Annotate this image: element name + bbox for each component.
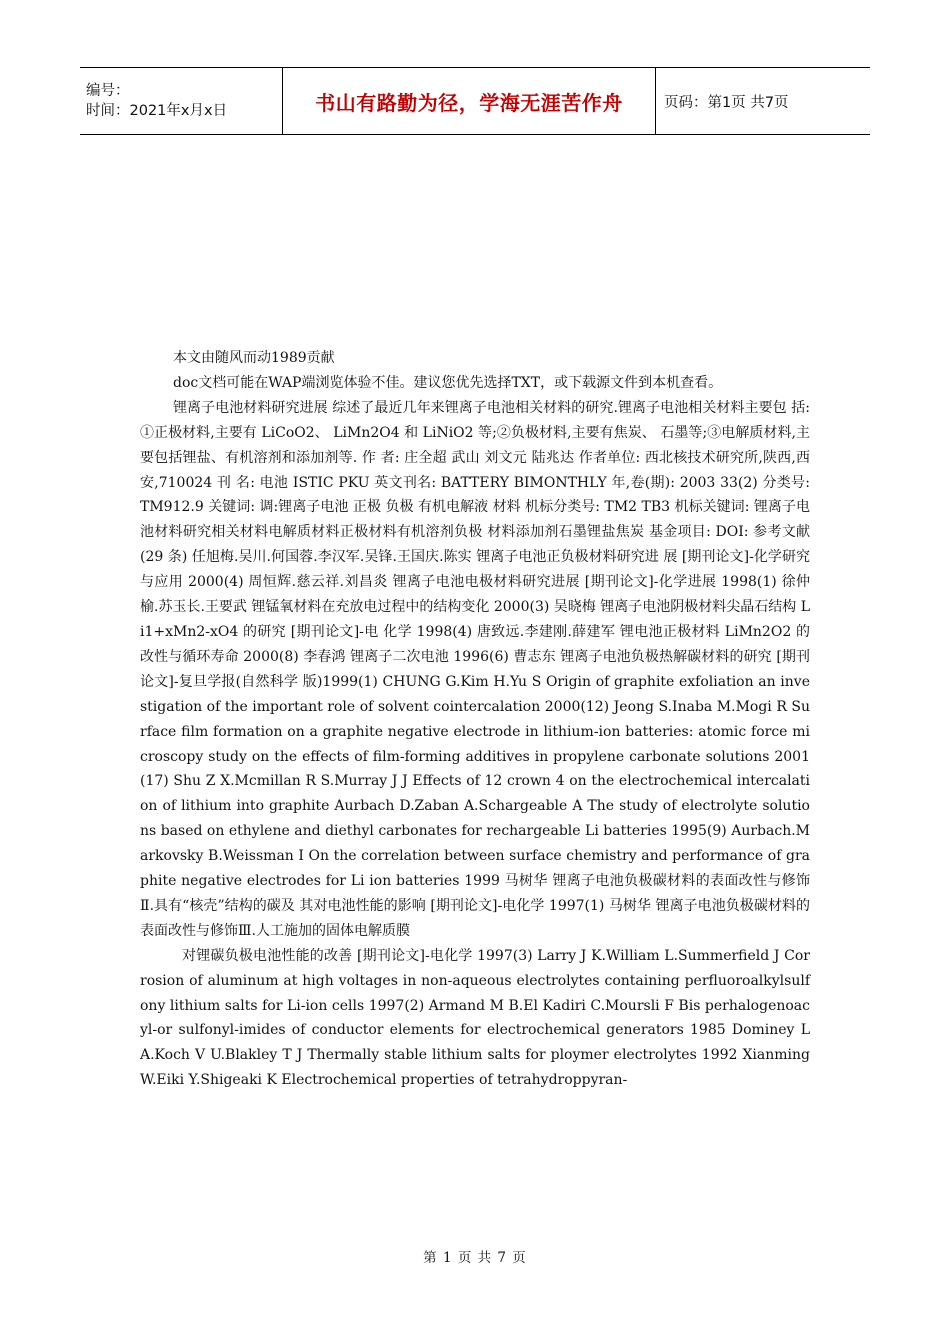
motto-text: 书山有路勤为径，学海无涯苦作舟 (315, 90, 623, 115)
header-motto (283, 68, 656, 134)
abstract-paragraph: 锂离子电池材料研究进展 综述了最近几年来锂离子电池相关材料的研究.锂离子电池相关材料主要包 括:①正极材料,主要有 LiCoO2、 LiMn2O4 和 LiNiO2 等;②负极材料,主要有焦炭、 石墨等;③电解质材料,主要包括锂盐、有机溶剂和添加剂等. 作 者: 庄全超 武山 刘文元 陆兆达 作者单位: 西北核技术研究所,陕西,西安,710024 刊 名: 电池 ISTIC PKU 英文刊名: BATTERY BIMONTHLY 年,卷(期): 2003 33(2) 分类号: TM912.9 关键词: 调:锂离子电池 正极 负极 有机电解液 材料 机标分类号: TM2 TB3 机标关键词: 锂离子电池材料研究相关材料电解质材料正极材料有机溶剂负极 材料添加剂石墨锂盐焦炭 基金项目: DOI: 参考文献(29 条) 任旭梅.吴川.何国蓉.李汉军.吴锋.王国庆.陈实 锂离子电池正负极材料研究进 展 [期刊论文]-化学研究与应用 2000(4) 周恒辉.慈云祥.刘昌炎 锂离子电池电极材料研究进展 [期刊论文]-化学进展 1998(1) 徐仲榆.苏玉长.王要武 锂锰氧材料在充放电过程中的结构变化 2000(3) 吴晓梅 锂离子电池阴极材料尖晶石结构 Li1+xMn2-xO4 的研究 [期刊论文]-电 化学 1998(4) 唐致远.李建刚.薛建军 锂电池正极材料 LiMn2O2 的改性与循环寿命 2000(8) 李春鸿 锂离子二次电池 1996(6) 曹志东 锂离子电池负极热解碳材料的研究 [期刊论文]-复旦学报(自然科学 版)1999(1) CHUNG G.Kim H.Yu S Origin of graphite exfoliation an investigation of the important role of solvent cointercalation 2000(12) Jeong S.Inaba M.Mogi R Surface film formation on a graphite negative electrode in lithium-ion batteries: atomic force microscopy study on the effects of film-forming additives in propylene carbonate solutions 2001(17) Shu Z X.Mcmillan R S.Murray J J Effects of 12 crown 4 on the electrochemical intercalation of lithium into graphite Aurbach D.Zaban A.Schargeable A The study of electrolyte solutions based on ethylene and diethyl carbonates for rechargeable Li batteries 1995(9) Aurbach.Markovsky B.Weissman I On the correlation between surface chemistry and performance of graphite negative electrodes for Li ion batteries 1999 马树华 锂离子电池负极碳材料的表面改性与修饰Ⅱ.具有“核壳”结构的碳及 其对电池性能的影响 [期刊论文]-电化学 1997(1) 马树华 锂离子电池负极碳材料的表面改性与修饰Ⅲ.人工施加的固体电解质膜 (140, 399, 810, 939)
header-page-info (656, 68, 870, 134)
references-paragraph: 对锂碳负极电池性能的改善 [期刊论文]-电化学 1997(3) Larry J K.William L.Summerfield J Corrosion of aluminum at high voltages in non-aqueous electrolytes containing perfluoroalkylsulfony lithium salts for Li-ion cells 1997(2) Armand M B.El Kadiri C.Moursli F Bis perhalogenoacyl-or sulfonyl-imides of conductor elements for electrochemical generators 1985 Dominey L A.Koch V U.Blakley T J Thermally stable lithium salts for ploymer electrolytes 1992 Xianming W.Eiki Y.Shigeaki K Electrochemical properties of tetrahydroppyran- (140, 947, 810, 1089)
contributor-line: 本文由随风而动1989贡献 (173, 350, 335, 366)
page-header (80, 67, 870, 135)
footer-page-number: 第 1 页 共 7 页 (423, 1250, 527, 1266)
header-meta (80, 68, 283, 134)
document-body (140, 346, 810, 1093)
page-footer (0, 1246, 950, 1266)
format-notice: doc文档可能在WAP端浏览体验不佳。建议您优先选择TXT，或下载源文件到本机查看。 (173, 374, 723, 391)
page-info-text: 页码：第1页 共7页 (664, 94, 789, 111)
date-line: 时间：2021年x月x日 (86, 103, 228, 119)
serial-label: 编号： (86, 83, 130, 99)
